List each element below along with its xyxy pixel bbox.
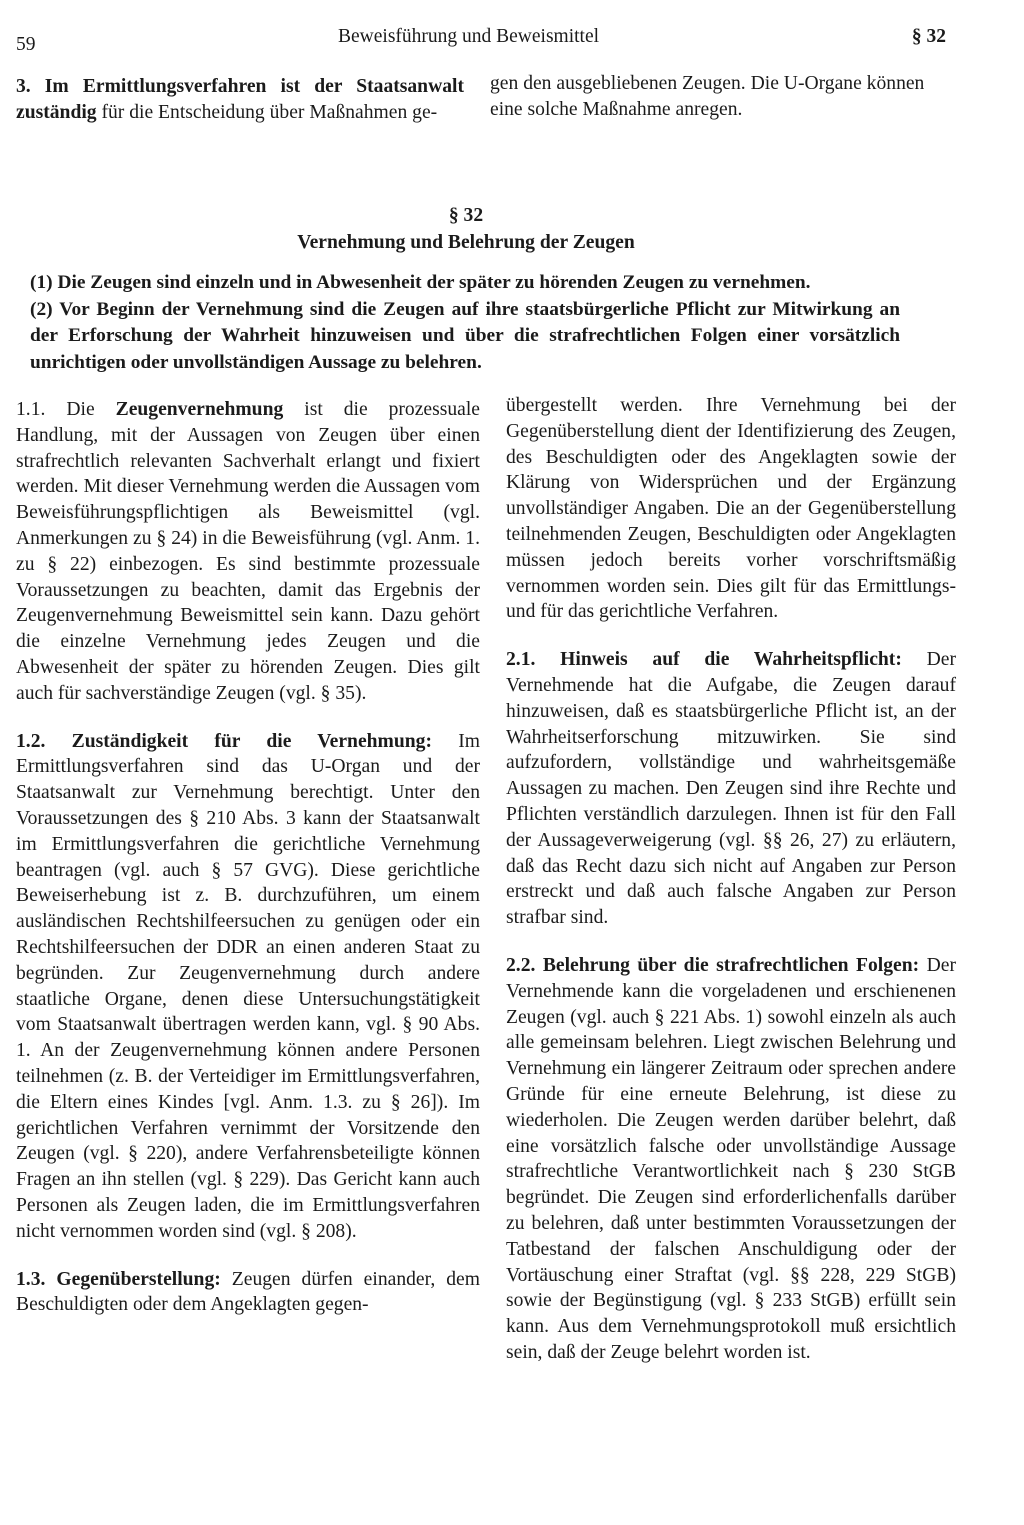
note-1-1-number: 1.1. (16, 399, 46, 420)
note-1-2-text: Im Ermittlungsverfahren sind das U-Organ und der Staatsanwalt zur Vernehmung berechtigt. Unter den Voraussetzungen des § 210 Abs. 3 kann der Staatsanwalt im Ermittlungsverfahren die gerichtliche Vernehmung beantragen (vgl. auch § 57 GVG). Diese gerichtliche Beweiserhebung ist z. B. durchzuführen, um einem ausländischen Rechtshilfeersuchen zu genügen oder ein Rechtshilfeersuchen der DDR an einen anderen Staat zu begründen. Zur Zeugenvernehmung durch andere staatliche Organe, denen diese Untersuchungstätigkeit vom Staatsanwalt übertragen werden kann, vgl. § 90 Abs. 1. An der Zeugenvernehmung können andere Personen teilnehmen (z. B. der Verteidiger im Ermittlungsverfahren, die Eltern eines Kindes [vgl. Anm. 1.3. zu § 26]). Im gerichtlichen Verfahren vernimmt der Vorsitzende den Zeugen (vgl. § 220), andere Verfahrensbeteiligte können Fragen an ihn stellen (vgl. § 229). Das Gericht kann auch Personen als Zeugen laden, die im Ermittlungsverfahren nicht vernommen worden sind (vgl. § 208). (16, 730, 480, 1242)
running-title: Beweisführung und Beweismittel (338, 26, 600, 47)
note-2-1-text: Der Vernehmende hat die Aufgabe, die Zeugen darauf hinzuweisen, daß es staatsbürgerliche Pflicht ist, an der Wahrheitserforschung mitzuwirken. Sie sind aufzufordern, vollständige und wahrheitsgemäße Aussagen zu machen. Den Zeugen sind ihre Rechte und Pflichten verständlich darzulegen. Ihnen ist für den Fall der Aussageverweigerung (vgl. §§ 26, 27) zu erläutern, daß das Recht dazu sich nicht auf Angaben zur Person erstreckt und daß auch falsche Angaben zur Person strafbar sind. (506, 649, 956, 929)
page-number: 59 (16, 34, 36, 55)
running-head (16, 26, 946, 56)
note-1-3-heading: 1.3. Gegenüberstellung: (16, 1268, 221, 1290)
section-heading (296, 202, 636, 256)
section-number: § 32 (448, 205, 484, 226)
note-1-1-term: Zeugenvernehmung (115, 399, 284, 420)
statute-text (30, 270, 900, 376)
commentary-right-column (506, 393, 956, 1366)
carryover-left-lead: 3. Im Ermittlungsverfahren ist der Staatsanwalt zuständig (16, 76, 464, 123)
note-1-1-pre: Die (66, 399, 95, 420)
section-title: Vernehmung und Belehrung der Zeugen (297, 232, 635, 253)
running-section-ref: § 32 (911, 26, 946, 47)
note-1-3 (16, 1267, 480, 1319)
statute-paragraph-1: (1) Die Zeugen sind einzeln und in Abwesenheit der später zu hörenden Zeugen zu vernehmen. (30, 272, 811, 293)
carryover-left-rest: für die Entscheidung über Maßnahmen ge- (96, 101, 438, 123)
carryover-right-paragraph: gen den ausgebliebenen Zeugen. Die U-Organe können eine solche Maßnahme anregen. (490, 73, 925, 120)
note-1-3-text: Zeugen dürfen einander, dem Beschuldigten oder dem Angeklagten gegen- (16, 1268, 480, 1316)
note-2-2-heading: 2.2. Belehrung über die strafrechtlichen Folgen: (506, 954, 920, 976)
carryover-right (490, 71, 938, 123)
statute-paragraph-2: (2) Vor Beginn der Vernehmung sind die Zeugen auf ihre staatsbürgerliche Pflicht zur Mitwirkung an der Erforschung der Wahrheit hinzuweisen und über die strafrechtlichen Folgen einer vorsätzlich unrichtigen oder unvollständigen Aussage zu belehren. (30, 298, 900, 373)
note-1-3-continued: übergestellt werden. Ihre Vernehmung bei der Gegenüberstellung dient der Identifizierung des Zeugen, des Beschuldigten oder des Angeklagten sowie der Klärung von Widersprüchen und der Ergänzung unvollständiger Angaben. Die an der Gegenüberstellung teilnehmenden Zeugen, Beschuldigten oder Angeklagten müssen jedoch bereits vorher vorschriftsmäßig vernommen worden sein. Dies gilt für das Ermittlungs- und für das gerichtliche Verfahren. (506, 395, 956, 623)
note-2-1-heading: 2.1. Hinweis auf die Wahrheitspflicht: (506, 649, 902, 671)
note-2-2-text: Der Vernehmende kann die vorgeladenen und erschienenen Zeugen (vgl. auch § 221 Abs. 1) sowohl einzeln als auch alle gemeinsam belehren. Liegt zwischen Belehrung und Vernehmung ein längerer Zeitraum oder sprechen andere Gründe für eine erneute Belehrung, ist diese zu wiederholen. Die Zeugen werden darüber belehrt, daß eine vorsätzlich falsche oder unvollständige Aussage strafrechtliche Verantwortlichkeit nach § 230 StGB begründet. Die Zeugen sind erforderlichenfalls darüber zu belehren, daß unter bestimmten Voraussetzungen der Tatbestand der falschen Anschuldigung oder der Vortäuschung einer Straftat (vgl. §§ 228, 229 StGB) sowie der Begünstigung (vgl. § 233 StGB) erfüllt sein kann. Aus dem Vernehmungsprotokoll muß ersichtlich sein, daß der Zeuge belehrt worden ist. (506, 954, 957, 1363)
commentary-left-column (16, 397, 480, 1318)
note-1-2-heading: 1.2. Zuständigkeit für die Vernehmung: (16, 730, 432, 752)
carryover-left (16, 74, 464, 126)
note-1-1 (16, 397, 480, 707)
carryover-left-paragraph (16, 74, 464, 126)
note-1-1-text: ist die prozessuale Handlung, mit der Aussagen von Zeugen über einen strafrechtlich relevanten Sachverhalt erlangt und fixiert werden. Mit dieser Vernehmung werden die Aussagen vom Beweisführungspflichtigen als Beweismittel (vgl. Anmerkungen zu § 24) in die Beweisführung (vgl. Anm. 1. zu § 22) einbezogen. Es sind bestimmte prozessuale Voraussetzungen zu beachten, damit das Ergebnis der Zeugenvernehmung Beweismittel sein kann. Dazu gehört die einzelne Vernehmung jedes Zeugen und die Abwesenheit der später zu hörenden Zeugen. Dies gilt auch für sachverständige Zeugen (vgl. § 35). (16, 399, 481, 704)
note-2-2 (506, 953, 956, 1366)
note-2-1 (506, 647, 956, 931)
note-1-2 (16, 729, 480, 1245)
